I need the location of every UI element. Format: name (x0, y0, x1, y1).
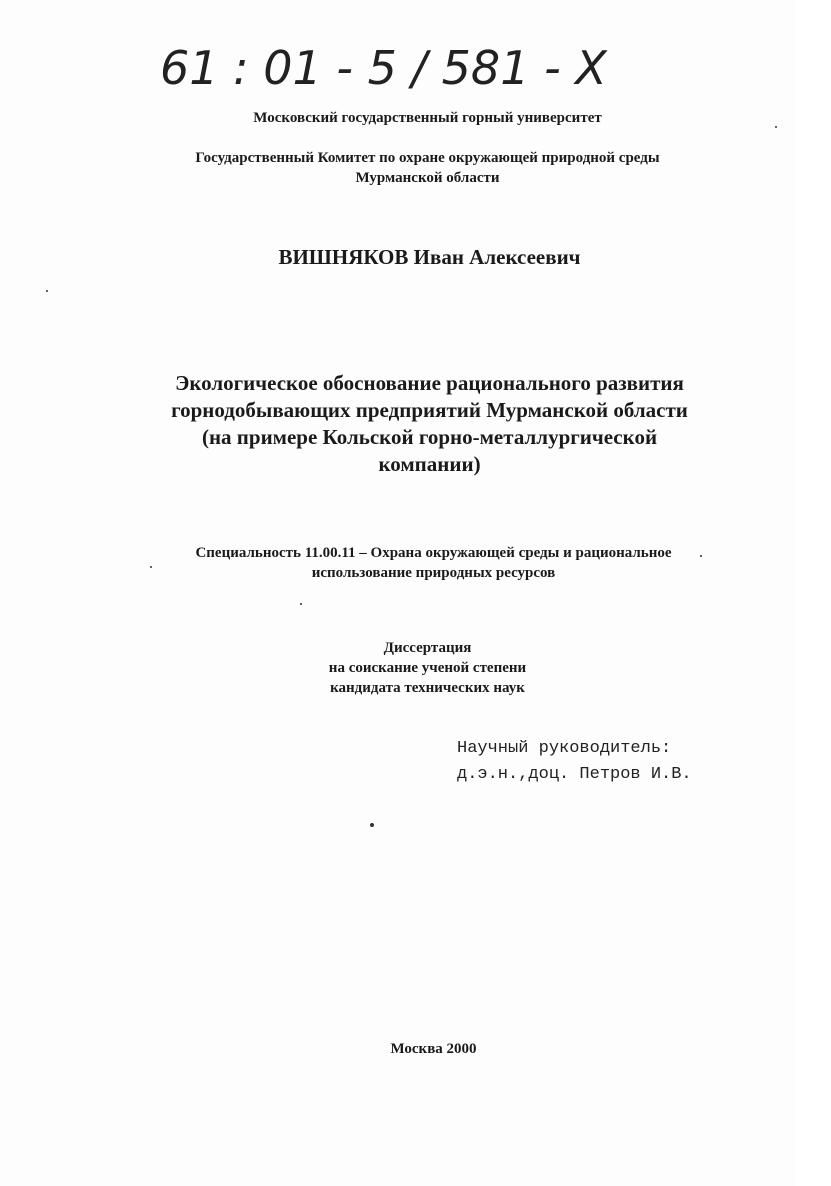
degree-line-3: кандидата технических наук (330, 680, 525, 696)
scan-speck (700, 555, 702, 557)
degree-block (30, 638, 825, 698)
title-line-2: горнодобывающих предприятий Мурманской области (171, 398, 688, 422)
specialty-line-1: Специальность 11.00.11 – Охрана окружающей среды и рациональное (195, 545, 672, 561)
committee-line-2: Мурманской области (355, 170, 500, 186)
city-year: Москва 2000 (390, 1041, 477, 1057)
stamp-code: 61 : 01 - 5 / 581 - X (160, 41, 607, 95)
handwritten-catalog-stamp (160, 18, 607, 108)
author-name: ВИШНЯКОВ Иван Алексеевич (278, 245, 581, 269)
committee-name (30, 148, 825, 188)
scan-speck (775, 126, 777, 128)
scan-speck (370, 823, 374, 827)
dissertation-title (32, 370, 827, 478)
advisor-block (457, 736, 692, 788)
scan-speck (150, 566, 152, 568)
advisor-name: д.э.н.,доц. Петров И.В. (457, 765, 692, 784)
specialty-line-2: использование природных ресурсов (311, 565, 556, 581)
title-line-1: Экологическое обоснование рационального развития (175, 371, 684, 395)
degree-line-1: Диссертация (383, 640, 472, 656)
title-line-4: компании) (378, 452, 481, 476)
university-name: Московский государственный горный университет (253, 110, 602, 126)
scan-speck (300, 603, 302, 605)
advisor-label: Научный руководитель: (457, 739, 672, 758)
title-line-3: (на примере Кольской горно-металлургической (201, 425, 658, 449)
scan-speck (46, 290, 48, 292)
committee-line-1: Государственный Комитет по охране окружающей природной среды (195, 150, 660, 166)
specialty-block (36, 543, 831, 583)
degree-line-2: на соискание ученой степени (328, 660, 527, 676)
